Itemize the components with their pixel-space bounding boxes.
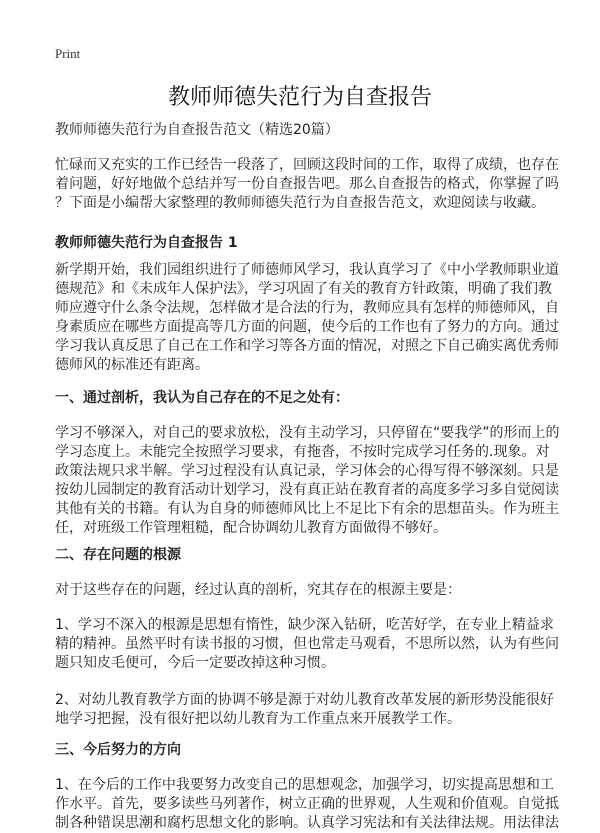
paragraph — [55, 581, 555, 600]
text-line: 题只知皮毛便可，今后一定要改掉这种习惯。 — [55, 655, 335, 671]
subtitle: 教师师德失范行为自查报告范文（精选20篇） — [55, 122, 339, 138]
page-title: 教师师德失范行为自查报告 — [167, 85, 432, 110]
paragraph — [55, 616, 559, 673]
text-line: 学习态度上。未能完全按照学习要求，有拖沓，不按时完成学习任务的.现象。对 — [55, 444, 550, 460]
heading-root-causes: 二、存在问题的根源 — [55, 547, 181, 563]
text-line: 其他有关的书籍。有认为自身的师德师风比上不足比下有余的思想苗头。作为班主 — [55, 501, 559, 517]
text-line: 制各种错误思潮和腐朽思想文化的影响。认真学习宪法和有关法律法规。用法律法 — [55, 815, 559, 831]
text-line: 师应遵守什么条令法规，怎样做才是合法的行为，教师应具有怎样的师德师风，自 — [55, 300, 559, 316]
text-line: 身素质应在哪些方面提高等几方面的问题，使今后的工作也有了努力的方向。通过 — [55, 319, 559, 335]
text-line: 按幼儿园制定的教育活动计划学习，没有真正站在教育者的高度多学习多自觉阅读 — [55, 482, 559, 498]
text-line: 1、在今后的工作中我要努力改变自己的思想观念，加强学习，切实提高思想和工 — [55, 777, 554, 793]
heading-future-direction: 三、今后努力的方向 — [55, 742, 181, 758]
text-line: 政策法规只求半解。学习过程没有认真记录，学习体会的心得写得不够深刻。只是 — [55, 463, 559, 479]
text-line: 对于这些存在的问题，经过认真的剖析，究其存在的根源主要是： — [55, 582, 461, 598]
text-line: 学习我认真反思了自己在工作和学习等各方面的情况，对照之下自己确实离优秀师 — [55, 338, 559, 354]
text-line: 任，对班级工作管理粗糙，配合协调幼儿教育方面做得不够好。 — [55, 520, 447, 536]
text-line: 2、对幼儿教育教学方面的协调不够是源于对幼儿教育改革发展的新形势没能很好 — [55, 692, 554, 708]
paragraph — [55, 776, 559, 833]
text-line: ？下面是小编帮大家整理的教师师德失范行为自查报告范文，欢迎阅读与收藏。 — [55, 195, 545, 211]
print-link[interactable]: Print — [55, 46, 81, 61]
text-line: 德师风的标准还有距离。 — [55, 357, 209, 373]
text-line: 作水平。首先，要多读些马列著作，树立正确的世界观，人生观和价值观。自觉抵 — [55, 796, 559, 812]
text-line: 德规范》和《未成年人保护法》，学习巩固了有关的教育方针政策，明确了我们教 — [55, 281, 552, 297]
paragraph — [55, 691, 555, 729]
text-line: 新学期开始，我们园组织进行了师德师风学习，我认真学习了《中小学教师职业道 — [55, 262, 559, 278]
text-line: 学习不够深入，对自己的要求放松，没有主动学习，只停留在“要我学”的形而上的 — [55, 425, 560, 441]
heading-shortcomings: 一、通过剖析，我认为自己存在的不足之处有： — [55, 390, 349, 406]
text-line: 1、学习不深入的根源是思想有惰性，缺少深入钻研，吃苦好学，在专业上精益求 — [55, 617, 554, 633]
paragraph — [55, 261, 559, 375]
text-line: 精的精神。虽然平时有读书报的习惯，但也常走马观看，不思所以然，认为有些问 — [55, 636, 559, 652]
intro-paragraph — [55, 156, 559, 213]
paragraph — [55, 424, 560, 538]
section-heading: 教师师德失范行为自查报告 1 — [55, 235, 238, 251]
text-line: 着问题，好好地做个总结并写一份自查报告吧。那么自查报告的格式，你掌握了吗 — [55, 176, 559, 192]
text-line: 忙碌而又充实的工作已经告一段落了，回顾这段时间的工作，取得了成绩，也存在 — [55, 157, 559, 173]
text-line: 地学习把握，没有很好把以幼儿教育为工作重点来开展教学工作。 — [55, 711, 461, 727]
